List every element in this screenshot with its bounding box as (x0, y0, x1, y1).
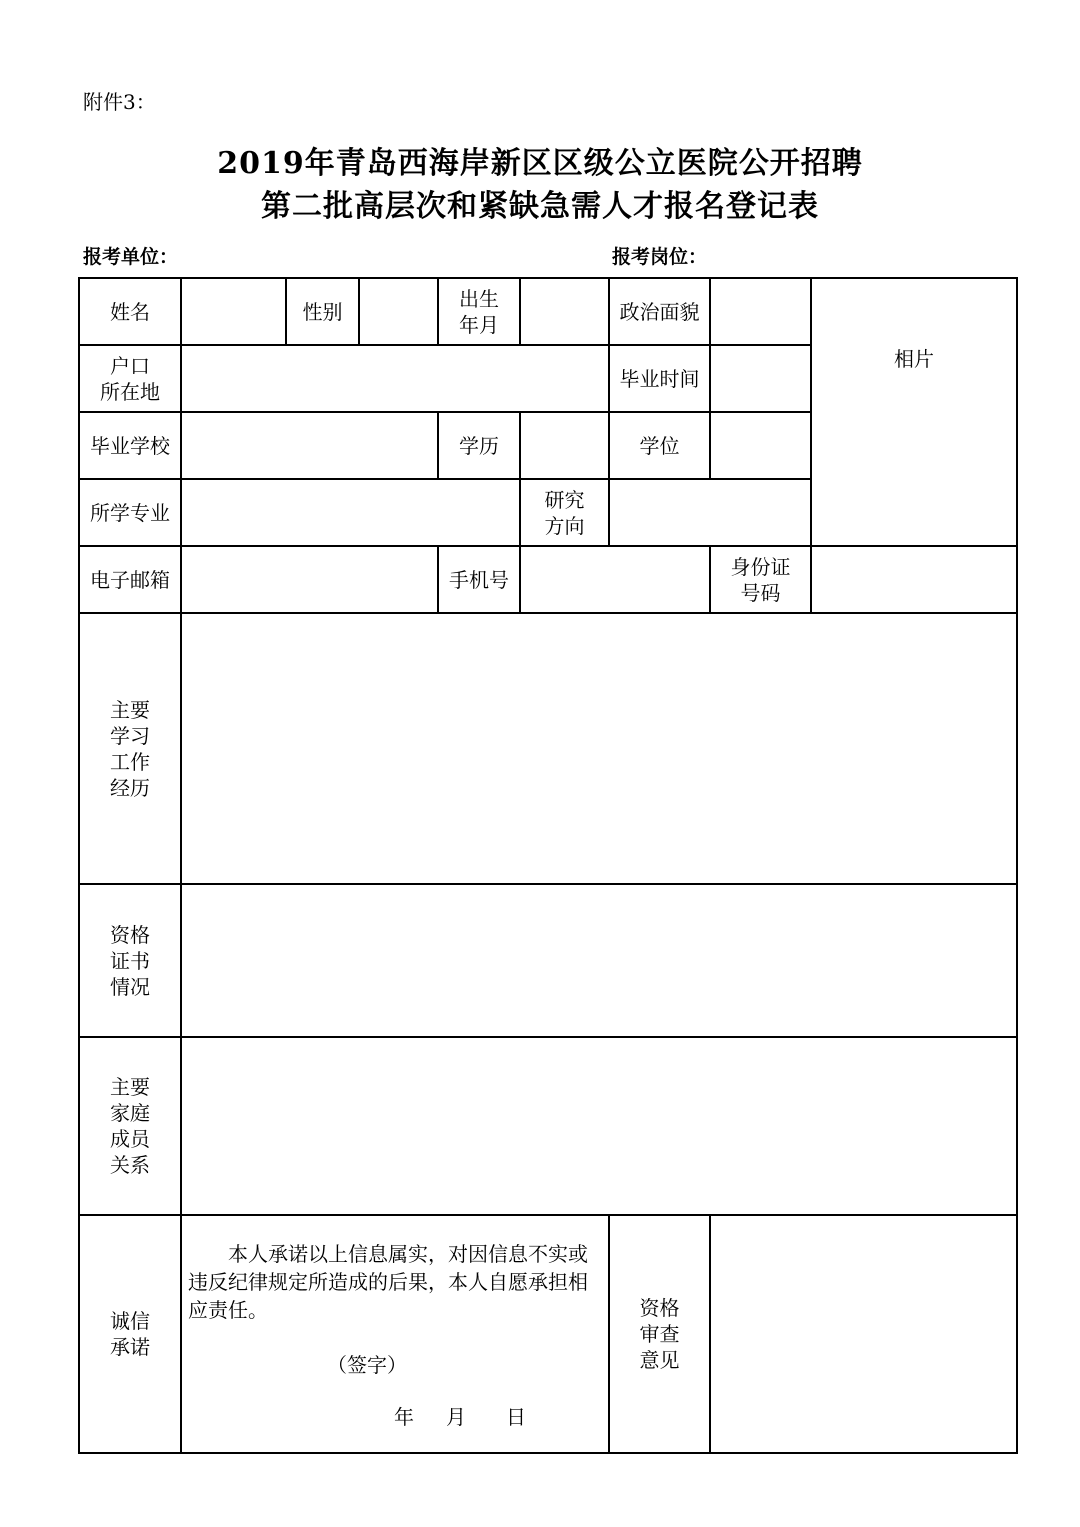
certificates-field[interactable] (181, 884, 1017, 1037)
experience-label (79, 613, 181, 884)
birth-label-line2: 年月 (459, 312, 499, 337)
grad-time-label: 毕业时间 (609, 345, 710, 412)
signature-label: （签字） (327, 1353, 407, 1377)
certificates-label-1: 资格 (110, 922, 150, 947)
hukou-label-line1: 户口 (110, 353, 150, 378)
hukou-label (79, 345, 181, 412)
name-label: 姓名 (79, 278, 181, 345)
experience-label-1: 主要 (110, 697, 150, 722)
title-line-1: 2019年青岛西海岸新区区级公立医院公开招聘 (217, 146, 863, 181)
political-label: 政治面貌 (609, 278, 710, 345)
integrity-label (79, 1215, 181, 1453)
family-label (79, 1037, 181, 1215)
name-field[interactable] (181, 278, 286, 345)
hukou-label-line2: 所在地 (100, 379, 160, 404)
degree-label: 学位 (609, 412, 710, 479)
family-label-3: 成员 (110, 1127, 150, 1151)
idcard-label (710, 546, 811, 613)
date-line (394, 1404, 526, 1430)
integrity-label-2: 承诺 (110, 1335, 150, 1359)
attachment-label: 附件3： (83, 90, 156, 114)
political-field[interactable] (710, 278, 811, 345)
birth-field[interactable] (520, 278, 609, 345)
review-label-1: 资格 (639, 1296, 680, 1320)
title-line-2: 第二批高层次和紧缺急需人才报名登记表 (261, 189, 819, 224)
photo-label: 相片 (894, 347, 934, 371)
school-label: 毕业学校 (79, 412, 181, 479)
pledge-cell[interactable] (181, 1215, 609, 1453)
family-field[interactable] (181, 1037, 1017, 1215)
gender-field[interactable] (359, 278, 438, 345)
idcard-field[interactable] (811, 546, 1017, 613)
idcard-label-line1: 身份证 (730, 554, 791, 579)
major-field[interactable] (181, 479, 520, 546)
certificates-label (79, 884, 181, 1037)
birth-label-line1: 出生 (459, 286, 499, 311)
degree-field[interactable] (710, 412, 811, 479)
integrity-label-1: 诚信 (110, 1309, 150, 1333)
day-label: 日 (506, 1405, 526, 1429)
research-field[interactable] (609, 479, 811, 546)
phone-field[interactable] (520, 546, 710, 613)
experience-label-3: 工作 (110, 749, 150, 774)
birth-label (438, 278, 520, 345)
certificates-label-3: 情况 (110, 974, 150, 999)
unit-label: 报考单位： (83, 246, 179, 268)
grad-time-field[interactable] (710, 345, 811, 412)
hukou-field[interactable] (181, 345, 609, 412)
certificates-label-2: 证书 (110, 948, 150, 973)
research-label (520, 479, 609, 546)
major-label: 所学专业 (79, 479, 181, 546)
school-field[interactable] (181, 412, 438, 479)
research-label-line1: 研究 (544, 487, 585, 512)
review-label (609, 1215, 710, 1453)
family-label-4: 关系 (110, 1153, 150, 1177)
photo-cell[interactable] (811, 278, 1017, 546)
year-label: 年 (394, 1405, 414, 1429)
registration-form-table (78, 277, 1018, 1454)
post-label: 报考岗位： (612, 246, 708, 268)
month-label: 月 (446, 1405, 466, 1429)
experience-label-4: 经历 (110, 775, 150, 800)
pledge-text: 本人承诺以上信息属实，对因信息不实或违反纪律规定所造成的后果，本人自愿承担相应责任。 (188, 1242, 588, 1322)
gender-label: 性别 (286, 278, 359, 345)
review-field[interactable] (710, 1215, 1017, 1453)
idcard-label-line2: 号码 (740, 580, 781, 605)
email-label: 电子邮箱 (79, 546, 181, 613)
education-label: 学历 (438, 412, 520, 479)
family-label-1: 主要 (110, 1075, 150, 1099)
review-label-3: 意见 (639, 1348, 680, 1372)
review-label-2: 审查 (639, 1322, 680, 1346)
education-field[interactable] (520, 412, 609, 479)
experience-label-2: 学习 (110, 723, 150, 748)
phone-label: 手机号 (438, 546, 520, 613)
experience-field[interactable] (181, 613, 1017, 884)
family-label-2: 家庭 (110, 1101, 150, 1125)
research-label-line2: 方向 (544, 513, 585, 538)
email-field[interactable] (181, 546, 438, 613)
